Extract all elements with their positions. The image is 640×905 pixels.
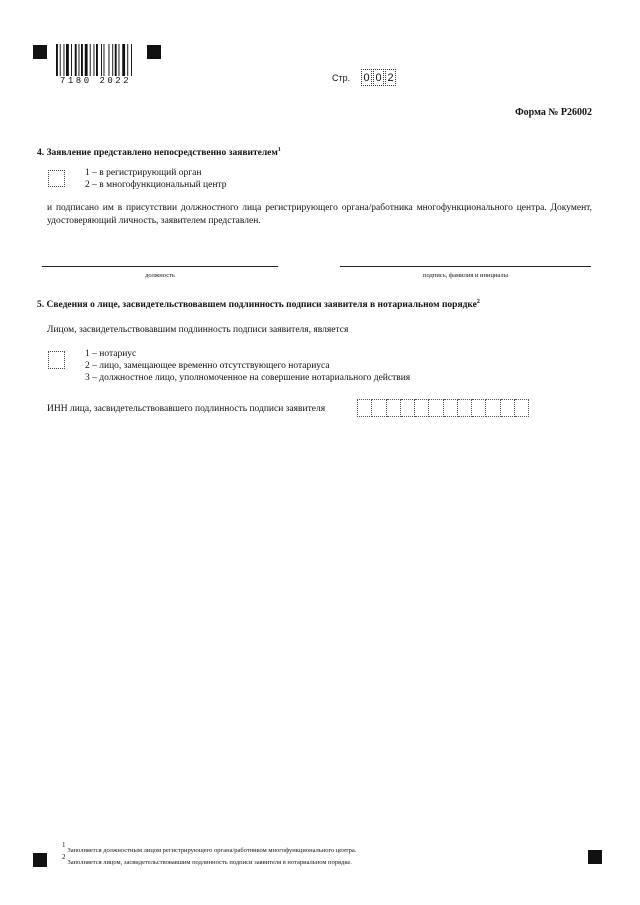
corner-marker-bottom-left [33,853,47,867]
name-signature-line[interactable] [340,266,591,267]
section5-title: 5. Сведения о лице, засвидетельствовавшем подлинность подписи заявителя в нотариальном порядке$^2$ [37,299,480,311]
barcode-bar [96,44,98,76]
barcode-bar [119,44,120,76]
barcode-bar [71,44,72,76]
barcode-bar [109,44,110,76]
section5-option-1: 1 – нотариус [85,349,137,359]
inn-digit-cell[interactable] [501,399,515,417]
inn-digit-cell[interactable] [458,399,472,417]
inn-digit-cell[interactable] [472,399,486,417]
inn-digit-cell[interactable] [429,399,443,417]
footnote-1: $^1$Заполняется должностным лицом регистрирующего органа/работником многофункционального центра. [62,841,357,855]
section4-option-1: 1 – в регистрирующий орган [85,168,202,178]
barcode-bar [131,44,132,76]
footnote-2: $^2$Заполняется лицом, засвидетельствовавшим подлинность подписи заявителя в нотариальном порядке. [62,853,352,867]
barcode-bar [127,44,128,76]
corner-marker-bottom-right [588,850,602,864]
section5-intro: Лицом, засвидетельствовавшим подлинность подписи заявителя, является [47,325,349,335]
inn-digit-cell[interactable] [515,399,529,417]
corner-marker-top-right [147,45,161,59]
section4-checkbox[interactable] [48,170,65,187]
inn-digit-cell[interactable] [357,399,372,417]
corner-marker-top-left [33,45,47,59]
section5-option-3: 3 – должностное лицо, уполномоченное на совершение нотариального действия [85,373,411,383]
section5-option-2: 2 – лицо, замещающее временно отсутствующего нотариуса [85,361,330,371]
barcode-bar [60,44,61,76]
inn-digit-cell[interactable] [372,399,386,417]
barcode-bar [90,44,91,76]
barcode-bar [81,44,83,76]
inn-digit-cell[interactable] [444,399,458,417]
page-label: Стр. [332,73,351,83]
page-digit-1: 0 [361,69,372,86]
barcode-bar [75,44,77,76]
section5-checkbox[interactable] [48,351,65,369]
section4-title: 4. Заявление представлено непосредственно заявителем$^1$ [37,147,281,159]
barcode-bar [101,44,102,76]
barcode-bar [104,44,105,76]
footnote-ref-1: 1 [277,147,281,153]
position-signature-line[interactable] [42,266,278,267]
page-digit-3: 2 [385,69,396,86]
barcode-bar [112,44,113,76]
barcode-bar [64,44,65,76]
inn-input-grid[interactable] [357,399,529,417]
caption-signature: подпись, фамилия и инициалы [423,272,508,279]
caption-position: должность [145,272,175,279]
inn-digit-cell[interactable] [415,399,429,417]
section4-paragraph: и подписано им в присутствии должностного лица регистрирующего органа/работника многофункционального центра. Документ, удостоверяющий личность, заявителем представлен. [47,203,592,226]
barcode-bar [115,44,117,76]
barcode-image [56,44,136,76]
form-number: Форма № Р26002 [515,107,592,118]
inn-label: ИНН лица, засвидетельствовавшего подлинность подписи заявителя [47,404,326,414]
inn-digit-cell[interactable] [387,399,401,417]
footnote-ref-2: 2 [476,299,480,305]
barcode-bar [85,44,88,76]
page-digit-2: 0 [373,69,384,86]
inn-digit-cell[interactable] [486,399,500,417]
barcode-bar [56,44,58,76]
barcode-bar [94,44,95,76]
barcode-bar [122,44,125,76]
barcode-bar [66,44,69,76]
barcode-number: 7180 2022 [60,76,132,86]
barcode-bar [79,44,80,76]
inn-digit-cell[interactable] [401,399,415,417]
section4-option-2: 2 – в многофункциональный центр [85,180,227,190]
